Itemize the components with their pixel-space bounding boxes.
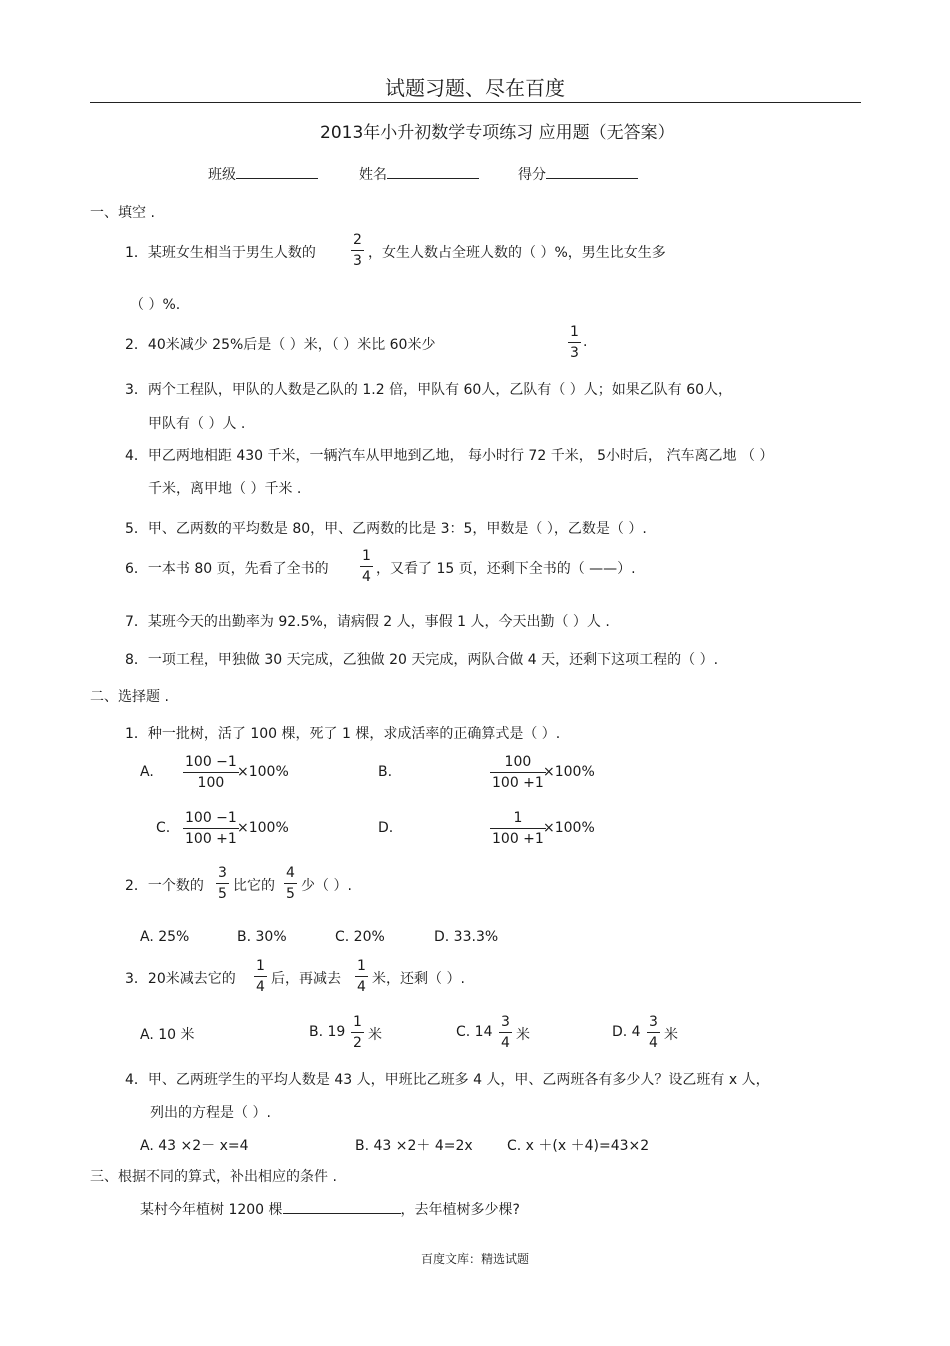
fraction-denominator: 100	[183, 772, 239, 790]
s1-q2-text-b: .	[583, 334, 588, 350]
section-2-heading: 二、选择题 .	[90, 689, 169, 705]
s1-q1-text-a: 1．某班女生相当于男生人数的	[125, 245, 316, 261]
s1-q4-text-b: 千米，离甲地（ ）千米 .	[148, 481, 302, 497]
s1-q1-text-b: ，女生人数占全班人数的（ ）%，男生比女生多	[368, 245, 666, 261]
s1-q7-text: 7．某班今天的出勤率为 92.5%，请病假 2 人，事假 1 人，今天出勤（ ）人 .	[125, 614, 610, 630]
s1-q5-text: 5．甲、乙两数的平均数是 80，甲、乙两数的比是 3：5，甲数是（ ），乙数是（ ）.	[125, 521, 647, 537]
s2-q2-text-b: 比它的	[233, 878, 275, 894]
fraction-numerator: 1	[362, 548, 371, 564]
s2-q2-option-d: D. 33.3%	[434, 929, 499, 945]
s2-q2-text-c: 少（ ）.	[301, 878, 352, 894]
s2-q4-option-a: A. 43 ×2－ x=4	[140, 1138, 249, 1154]
fraction-denominator: 100 +1	[183, 828, 239, 846]
page-header-title: 试题习题、尽在百度	[385, 76, 565, 100]
fraction-denominator: 4	[499, 1032, 512, 1050]
s2-q1-text: 1．种一批树，活了 100 棵，死了 1 棵，求成活率的正确算式是（ ）.	[125, 726, 561, 742]
fraction-numerator: 4	[286, 865, 295, 881]
s1-q6-text-b: ，又看了 15 页，还剩下全书的（ ——）.	[376, 561, 636, 577]
s1-q4-text-a: 4．甲乙两地相距 430 千米，一辆汽车从甲地到乙地， 每小时行 72 千米， 5小时后， 汽车离乙地 （ ）	[125, 448, 774, 464]
s1-q1-fraction	[351, 233, 364, 268]
s2-q1-option-b-fraction	[490, 755, 546, 790]
s2-q3-option-b-prefix: B. 19	[309, 1024, 346, 1040]
s2-q3-fraction-2	[355, 959, 368, 994]
fraction-denominator: 4	[254, 976, 267, 994]
s2-q3-option-a: A. 10 米	[140, 1027, 195, 1043]
s2-q2-option-b: B. 30%	[237, 929, 287, 945]
fraction-numerator: 1	[256, 958, 265, 974]
s2-q4-text-a: 4．甲、乙两班学生的平均人数是 43 人，甲班比乙班多 4 人，甲、乙两班各有多少人？设乙班有 x 人，	[125, 1072, 770, 1088]
s2-q3-option-b-unit: 米	[368, 1027, 382, 1043]
fraction-denominator: 3	[568, 342, 581, 360]
class-field	[208, 164, 318, 184]
s2-q1-option-a-label: A.	[140, 764, 154, 780]
s2-q4-option-b: B. 43 ×2＋ 4=2x	[355, 1138, 473, 1154]
s2-q3-text-b: 后，再减去	[271, 971, 341, 987]
header-divider	[90, 102, 861, 103]
s3-q1-line	[140, 1199, 520, 1219]
score-blank	[546, 164, 638, 179]
fraction-numerator: 100 −1	[185, 754, 237, 770]
fraction-denominator: 5	[216, 883, 229, 901]
s2-q2-option-c: C. 20%	[335, 929, 385, 945]
s2-q1-option-c-suffix: ×100%	[237, 820, 289, 836]
s1-q2-text-a: 2．40米减少 25%后是（ ）米，（ ）米比 60米少	[125, 337, 436, 353]
fraction-denominator: 4	[355, 976, 368, 994]
fraction-numerator: 1	[357, 958, 366, 974]
fraction-numerator: 3	[218, 865, 227, 881]
s1-q3-text-b: 甲队有（ ）人 .	[148, 416, 246, 432]
s2-q1-option-d-suffix: ×100%	[543, 820, 595, 836]
s2-q2-option-a: A. 25%	[140, 929, 190, 945]
s1-q2-fraction	[568, 325, 581, 360]
name-blank	[387, 164, 479, 179]
s2-q1-option-a-suffix: ×100%	[237, 764, 289, 780]
s2-q1-option-a-fraction	[183, 755, 239, 790]
s2-q3-text-c: 米，还剩（ ）.	[372, 971, 465, 987]
s1-q3-text-a: 3．两个工程队，甲队的人数是乙队的 1.2 倍，甲队有 60人，乙队有（ ）人；如果乙队有 60人，	[125, 382, 733, 398]
fraction-denominator: 3	[351, 250, 364, 268]
s2-q3-option-b-fraction	[351, 1015, 364, 1050]
fraction-numerator: 100	[504, 754, 532, 770]
class-blank	[236, 164, 318, 179]
s2-q3-option-c-unit: 米	[516, 1027, 530, 1043]
s2-q1-option-c-fraction	[183, 811, 239, 846]
section-1-heading: 一、填空 .	[90, 205, 155, 221]
section-3-heading: 三、根据不同的算式，补出相应的条件 .	[90, 1169, 337, 1185]
score-field	[518, 164, 638, 184]
s1-q1-text-c: （ ）%.	[130, 297, 181, 313]
s2-q1-option-d-label: D.	[378, 820, 394, 836]
fraction-numerator: 1	[570, 324, 579, 340]
s2-q1-option-c-label: C.	[156, 820, 171, 836]
s1-q6-fraction	[360, 549, 373, 584]
s2-q3-option-d-fraction	[647, 1015, 660, 1050]
s2-q4-text-b: 列出的方程是（ ）.	[150, 1105, 271, 1121]
s2-q1-option-d-fraction	[490, 811, 546, 846]
s1-q8-text: 8．一项工程，甲独做 30 天完成，乙独做 20 天完成，两队合做 4 天，还剩下这项工程的（ ）.	[125, 652, 719, 668]
s2-q3-fraction-1	[254, 959, 267, 994]
fraction-numerator: 100 −1	[185, 810, 237, 826]
name-field	[359, 164, 479, 184]
class-label: 班级	[208, 167, 236, 183]
s2-q3-text-a: 3．20米减去它的	[125, 971, 236, 987]
s3-q1-blank	[283, 1199, 401, 1214]
fraction-numerator: 1	[353, 1014, 362, 1030]
score-label: 得分	[518, 167, 546, 183]
name-label: 姓名	[359, 167, 387, 183]
fraction-denominator: 100 +1	[490, 828, 546, 846]
fraction-denominator: 4	[647, 1032, 660, 1050]
fraction-numerator: 2	[353, 232, 362, 248]
s2-q2-fraction-1	[216, 866, 229, 901]
fraction-numerator: 1	[513, 810, 523, 826]
s2-q2-text-a: 2．一个数的	[125, 878, 204, 894]
s2-q1-option-b-label: B.	[378, 764, 393, 780]
fraction-numerator: 3	[501, 1014, 510, 1030]
fraction-denominator: 100 +1	[490, 772, 546, 790]
s3-q1-text-a: 某村今年植树 1200 棵	[140, 1202, 283, 1218]
page-footer: 百度文库：精选试题	[420, 1252, 529, 1266]
document-title: 2013年小升初数学专项练习 应用题（无答案）	[320, 123, 675, 143]
s2-q3-option-d-unit: 米	[664, 1027, 678, 1043]
s2-q3-option-d-prefix: D. 4	[612, 1024, 641, 1040]
s2-q4-option-c: C. x ＋(x ＋4)=43×2	[507, 1138, 650, 1154]
s2-q1-option-b-suffix: ×100%	[543, 764, 595, 780]
s3-q1-text-b: ，去年植树多少棵?	[400, 1202, 520, 1218]
s1-q6-text-a: 6．一本书 80 页，先看了全书的	[125, 561, 329, 577]
s2-q2-fraction-2	[284, 866, 297, 901]
fraction-denominator: 4	[360, 566, 373, 584]
fraction-numerator: 3	[649, 1014, 658, 1030]
s2-q3-option-c-fraction	[499, 1015, 512, 1050]
fraction-denominator: 2	[351, 1032, 364, 1050]
s2-q3-option-c-prefix: C. 14	[456, 1024, 493, 1040]
fraction-denominator: 5	[284, 883, 297, 901]
